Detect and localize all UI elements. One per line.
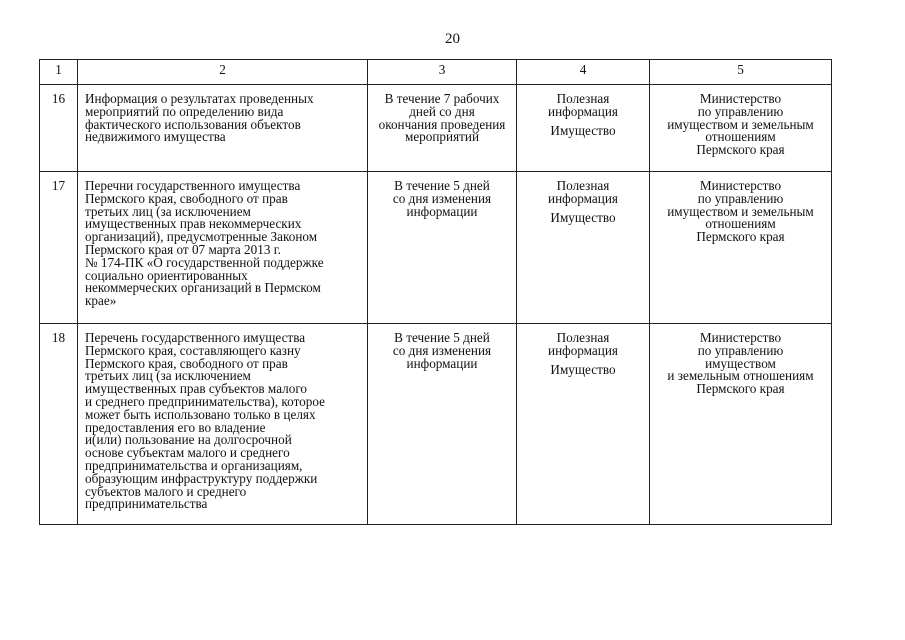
term-line: дней со дня — [409, 103, 475, 119]
type-line: Полезная — [556, 91, 610, 106]
description-line: предпринимательства — [85, 496, 208, 512]
organization-line: Пермского края — [696, 229, 785, 245]
type-line: информация — [548, 190, 618, 206]
column-header-5: 5 — [650, 60, 832, 85]
description-line: недвижимого имущества — [85, 129, 226, 145]
row-term — [368, 85, 517, 172]
term-line: В течение 5 дней — [394, 178, 490, 193]
description-line: основе субъектам малого и среднего — [85, 445, 290, 461]
row-description — [78, 172, 368, 324]
row-number: 18 — [40, 324, 78, 525]
row-type — [517, 85, 650, 172]
term-line: информации — [406, 355, 478, 371]
column-header-1: 1 — [40, 60, 78, 85]
description-line: фактического использования объектов — [85, 116, 301, 132]
row-type — [517, 172, 650, 324]
organization-line: по управлению — [697, 342, 784, 358]
organization-line: и земельным отношениям — [667, 368, 814, 384]
description-line: предоставления его во владение — [85, 419, 266, 435]
description-line: может быть использовано только в целях — [85, 406, 316, 422]
row-description — [78, 85, 368, 172]
row-term — [368, 324, 517, 525]
organization-line: имуществом — [705, 355, 776, 371]
row-organization — [650, 172, 832, 324]
table-row — [40, 172, 832, 324]
row-organization — [650, 85, 832, 172]
organization-line: по управлению — [697, 190, 784, 206]
description-line: Пермского края от 07 марта 2013 г. — [85, 241, 281, 257]
column-header-2: 2 — [78, 60, 368, 85]
description-line: мероприятий по определению вида — [85, 103, 284, 119]
description-line: крае» — [85, 293, 117, 309]
table-row — [40, 324, 832, 525]
description-line: третьих лиц (за исключением — [85, 368, 251, 384]
description-line: некоммерческих организаций в Пермском — [85, 280, 321, 296]
column-header-4: 4 — [517, 60, 650, 85]
organization-line: отношениям — [705, 216, 776, 232]
table-header-row — [40, 60, 832, 85]
organization-line: Министерство — [699, 178, 782, 193]
type-line: информация — [548, 103, 618, 119]
description-line: Перечни государственного имущества — [85, 178, 301, 193]
term-line: со дня изменения — [392, 190, 492, 206]
organization-line: имуществом и земельным — [667, 116, 814, 132]
term-line: В течение 7 рабочих — [384, 91, 500, 106]
row-number: 16 — [40, 85, 78, 172]
category-label: Имущество — [550, 361, 616, 377]
row-type — [517, 324, 650, 525]
category-label: Имущество — [550, 209, 616, 225]
description-line: Перечень государственного имущества — [85, 330, 306, 345]
description-line: субъектов малого и среднего — [85, 483, 247, 499]
category-label: Имущество — [550, 122, 616, 138]
row-term — [368, 172, 517, 324]
type-line: информация — [548, 342, 618, 358]
term-line: В течение 5 дней — [394, 330, 490, 345]
page-number: 20 — [445, 31, 460, 47]
term-line: со дня изменения — [392, 342, 492, 358]
description-line: и среднего предпринимательства), которое — [85, 393, 325, 409]
row-number: 17 — [40, 172, 78, 324]
organization-line: Пермского края — [696, 381, 785, 397]
term-line: окончания проведения — [378, 116, 506, 132]
type-line: Полезная — [556, 330, 610, 345]
organization-line: Министерство — [699, 330, 782, 345]
term-line: информации — [406, 203, 478, 219]
column-header-3: 3 — [368, 60, 517, 85]
description-line: и(или) пользование на долгосрочной — [85, 432, 292, 448]
description-line: имущественных прав субъектов малого — [85, 381, 308, 397]
description-line: Пермского края, составляющего казну — [85, 342, 301, 358]
type-line: Полезная — [556, 178, 610, 193]
description-line: социально ориентированных — [85, 267, 248, 283]
description-line: Информация о результатах проведенных — [85, 91, 314, 106]
row-description — [78, 324, 368, 525]
row-organization — [650, 324, 832, 525]
description-line: имущественных прав некоммерческих — [85, 216, 302, 232]
description-line: № 174-ПК «О государственной поддержке — [85, 254, 324, 270]
organization-line: Министерство — [699, 91, 782, 106]
description-line: организаций), предусмотренные Законом — [85, 229, 318, 245]
description-line: третьих лиц (за исключением — [85, 203, 251, 219]
organization-line: имуществом и земельным — [667, 203, 814, 219]
document-table — [39, 59, 832, 525]
organization-line: по управлению — [697, 103, 784, 119]
description-line: предпринимательства и организациям, — [85, 457, 303, 473]
term-line: мероприятий — [404, 129, 480, 145]
description-line: Пермского края, свободного от прав — [85, 190, 288, 206]
table-row — [40, 85, 832, 172]
organization-line: отношениям — [705, 129, 776, 145]
organization-line: Пермского края — [696, 142, 785, 158]
description-line: образующим инфраструктуру поддержки — [85, 470, 318, 486]
description-line: Пермского края, свободного от прав — [85, 355, 288, 371]
